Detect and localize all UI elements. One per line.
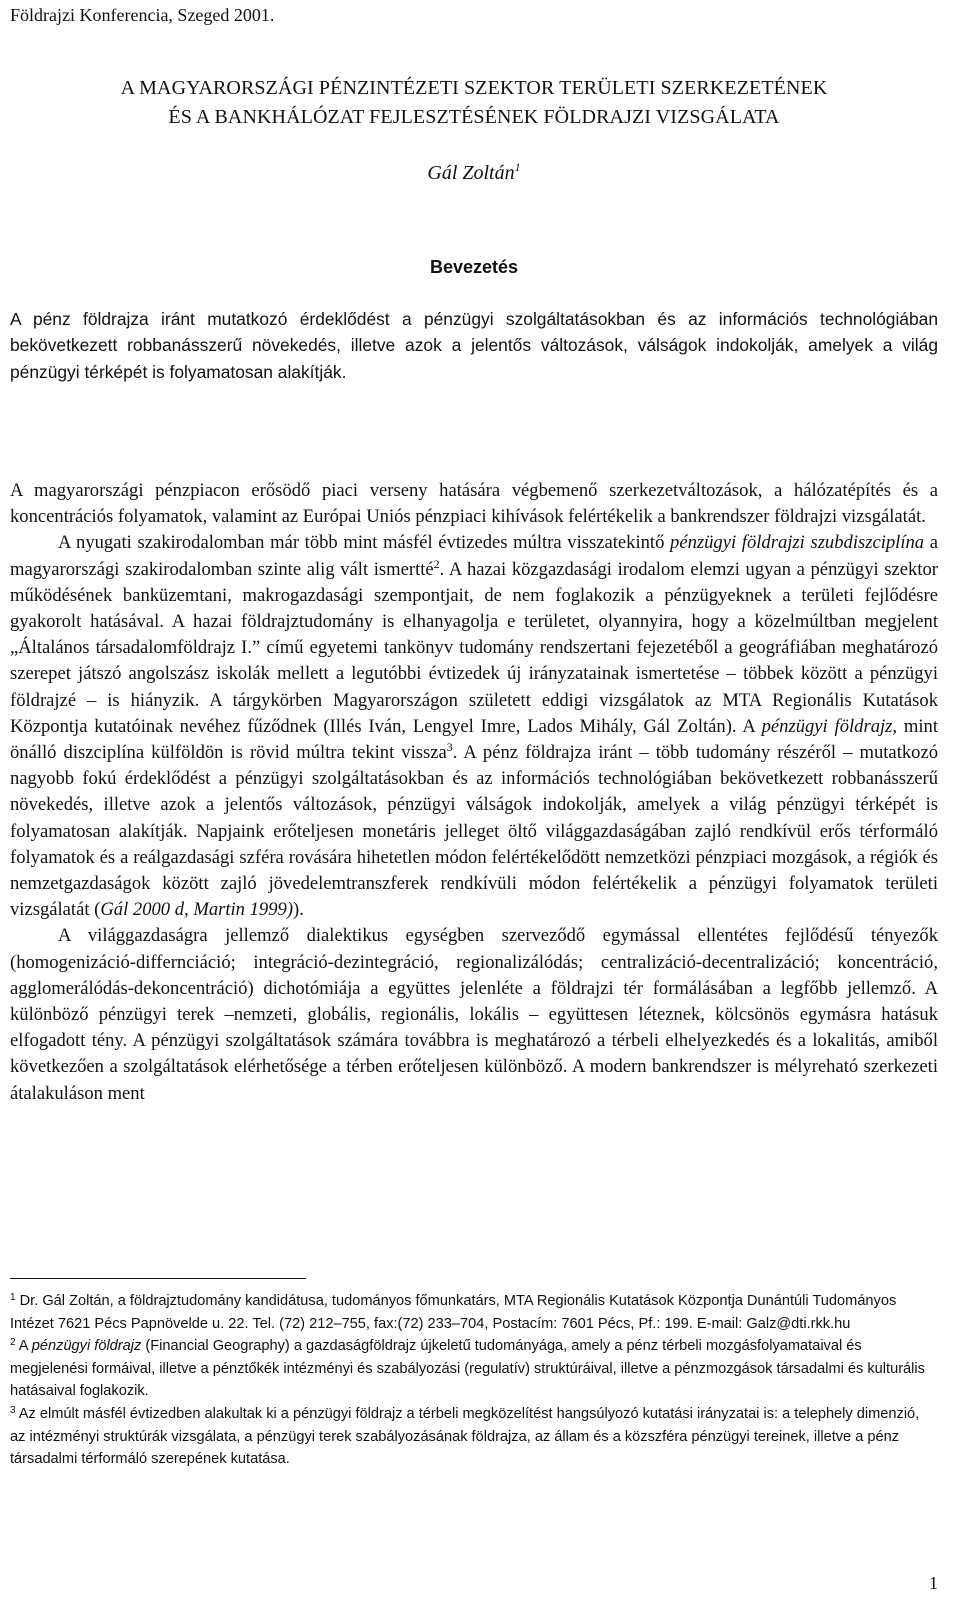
intro-paragraph-block bbox=[10, 306, 938, 385]
footnote-separator bbox=[10, 1278, 306, 1279]
footnote-italic-term: pénzügyi földrajz bbox=[31, 1338, 142, 1355]
italic-term: pénzügyi földrajzi szubdiszciplína bbox=[670, 532, 925, 554]
paper-title-line-2: ÉS A BANKHÁLÓZAT FEJLESZTÉSÉNEK FÖLDRAJZI VIZSGÁLATA bbox=[168, 106, 780, 128]
footnote-text: A bbox=[15, 1338, 32, 1355]
author-name: Gál Zoltán bbox=[427, 162, 515, 184]
author-line bbox=[10, 160, 938, 186]
footnotes bbox=[10, 1290, 938, 1471]
footnote-ref-3: 3 bbox=[446, 740, 453, 755]
text-run: . A pénz földrajza iránt – több tudomány részéről – mutatkozó nagyobb fokú érdeklődést a pénzügyi szolgáltatásokban és az információs technológiában bekövetkezett robbanásszerű növekedés, illetve azok a jelentős változások, pénzügyi válságok indokolják, amelyek a világ pénzügyi térképét is folyamatosan alakítják. Napjaink erőteljesen monetáris jelleget öltő világgazdaságában zajló rendkívül erős térformáló folyamatok és a reálgazdasági szféra rovására hihetetlen módon felértékelődött nemzetközi pénzpiaci mozgások, a régiók és nemzetgazdaságok között zajló jövedelemtranszferek rendkívüli módon felértékelik a pénzügyi folyamatok területi vizsgálatát ( bbox=[10, 742, 938, 921]
text-run: a magyarországi szakirodalomban szinte alig vált ismertté bbox=[10, 532, 939, 580]
footnote-2 bbox=[10, 1335, 938, 1403]
paper-title-line-1: A MAGYARORSZÁGI PÉNZINTÉZETI SZEKTOR TERÜLETI SZERKEZETÉNEK bbox=[120, 77, 828, 99]
footnote-text: (Financial Geography) a gazdaságföldrajz újkeletű tudományága, amely a pénz térbeli mozgásfolyamataival és megjelenési formáival, illetve a pénztőkék intézményi és szabályozási (regulatív) struktúráival, illetve a pénzmozgások társadalmi és kulturális hatásaival foglakozik. bbox=[10, 1338, 925, 1400]
footnote-1 bbox=[10, 1290, 938, 1335]
body-paragraph-3 bbox=[10, 530, 938, 923]
author-footnote-mark: 1 bbox=[514, 160, 521, 174]
footnote-mark: 2 bbox=[10, 1337, 16, 1349]
footnote-text: Dr. Gál Zoltán, a földrajztudomány kandidátusa, tudományos főmunkatárs, MTA Regionális Kutatások Központja Dunántúli Tudományos Intézet 7621 Pécs Papnövelde u. 22. Tel. (72) 212–755, fax:(72) 233–704, Postacím: 7601 Pécs, Pf.: 199. E-mail: Galz@dti.rkk.hu bbox=[10, 1293, 897, 1332]
body-paragraph-4: A világgazdaságra jellemző dialektikus egységben szerveződő egymással ellentétes fejlődésű tényezők (homogenizáció-differnciáció; integráció-dezintegráció, regionalizálódás; centralizáció-decentralizáció; koncentráció, agglomerálódás-dekoncentráció) dichotómiája a együttes jelenléte a földrajzi tér formálásában a legfőbb jellemző. A különböző pénzügyi terek –nemzeti, globális, regionális, lokális – együttesen léteznek, kölcsönös egymásra hatásuk elfogadott tény. A pénzügyi szolgáltatások számára továbbra is meghatározó a térbeli elhelyezkedés és a lokalitás, amiből következően a szolgáltatások elérhetősége a térben erőteljesen különböző. A modern bankrendszer is mélyreható szerkezeti átalakuláson ment bbox=[10, 925, 938, 1104]
italic-term: pénzügyi földrajz, bbox=[761, 715, 898, 737]
body-text bbox=[10, 478, 938, 1107]
section-heading: Bevezetés bbox=[429, 257, 519, 277]
footnote-mark: 1 bbox=[10, 1292, 16, 1303]
running-head: Földrajzi Konferencia, Szeged 2001. bbox=[10, 5, 275, 25]
footnote-mark: 3 bbox=[10, 1404, 16, 1416]
intro-paragraph: A pénz földrajza iránt mutatkozó érdeklődést a pénzügyi szolgáltatásokban és az információs technológiában bekövetkezett robbanásszerű növekedés, illetve azok a jelentős változások, válságok indokolják, amelyek a világ pénzügyi térképét is folyamatosan alakítják. bbox=[10, 309, 938, 382]
footnote-ref-2: 2 bbox=[433, 556, 440, 571]
text-run: . A hazai közgazdasági irodalom elemzi ugyan a pénzügyi szektor működésének banküzemtani, makrogazdasági szempontjait, de nem foglakozik a pénzügyeknek a területi fejlődésre gyakorolt hatásával. A hazai földrajztudomány is elhanyagolja e területet, olyannyira, hogy a közelmúltban megjelent „Általános társadalomföldrajz I.” című egyetemi tankönyv tudomány rendszertani fejezetéből a geográfiában meghatározó szerepet játszó angolszász iskolák mellett a legutóbbi évtizedek új irányzatainak ismertetése – többek között a pénzügyi földrajzé – is hiányzik. A tárgykörben Magyarországon született eddigi vizsgálatok az MTA Regionális Kutatások Központja kutatóinak nevéhez fűződnek (Illés Iván, Lengyel Imre, Lados Mihály, Gál Zoltán). A bbox=[10, 558, 938, 737]
text-run: mint önálló diszciplína külföldön is rövid múltra tekint vissza bbox=[10, 715, 938, 764]
page-number: 1 bbox=[929, 1573, 938, 1593]
body-paragraph-2: A magyarországi pénzpiacon erősödő piaci verseny hatására végbemenő szerkezetváltozások, a hálózatépítés és a koncentrációs folyamatok, valamint az Európai Uniós pénzpiaci kihívások felértékelik a bankrendszer földrajzi vizsgálatát. bbox=[10, 480, 938, 528]
paper-title bbox=[10, 74, 938, 132]
footnote-text: Az elmúlt másfél évtizedben alakultak ki a pénzügyi földrajz a térbeli megközelítést hangsúlyozó kutatási irányzatai is: a telephely dimenzió, az intézményi struktúrák vizsgálata, a pénzügyi terek szabályozásának földrajza, az állam és a közszféra pénzügyi tereinek, illetve a pénz társadalmi térformáló szerepének kutatása. bbox=[10, 1405, 920, 1468]
footnote-3 bbox=[10, 1403, 938, 1471]
text-run: ). bbox=[293, 899, 304, 921]
text-run: A nyugati szakirodalomban már több mint másfél évtizedes múltra visszatekintő bbox=[58, 532, 665, 554]
italic-citation: Gál 2000 d, Martin 1999) bbox=[100, 899, 294, 921]
